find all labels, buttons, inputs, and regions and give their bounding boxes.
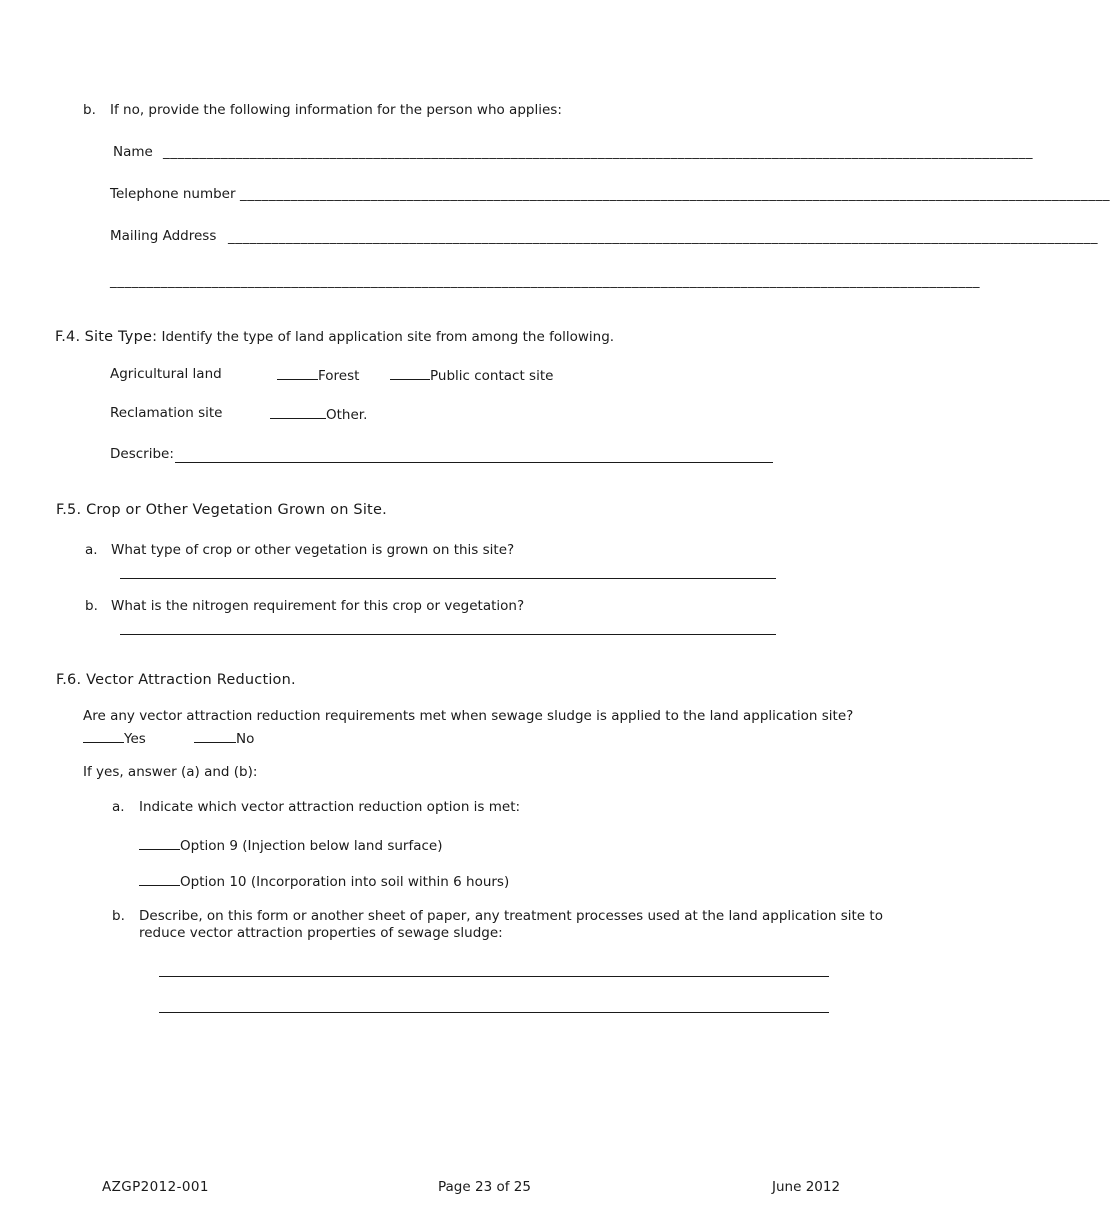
f4-heading: [55, 329, 614, 345]
f5b-label: b.: [85, 598, 98, 614]
option9-item[interactable]: [139, 836, 442, 854]
mailing-address-label: Mailing Address: [110, 228, 217, 244]
name-label: Name: [113, 144, 153, 160]
treatment-description-field-line1[interactable]: [159, 961, 829, 977]
mailing-address-field[interactable]: ________________________________________________________________________________________________________________________: [228, 229, 1098, 245]
public-contact-blank[interactable]: [390, 366, 430, 380]
yes-label: Yes: [124, 731, 146, 747]
f5-heading: [56, 502, 387, 518]
reclamation-site-label: Reclamation site: [110, 405, 223, 421]
f5b-question: What is the nitrogen requirement for this crop or vegetation?: [111, 598, 525, 614]
f6a-text: Indicate which vector attraction reduction option is met:: [139, 799, 521, 815]
mailing-address-field-line2[interactable]: ________________________________________________________________________________________________________________________: [110, 273, 980, 289]
forest-blank[interactable]: [277, 366, 318, 380]
other-blank[interactable]: [270, 405, 326, 419]
treatment-description-field-line2[interactable]: [159, 997, 829, 1013]
if-yes-text: If yes, answer (a) and (b):: [83, 764, 258, 780]
f3b-instruction: If no, provide the following information for the person who applies:: [110, 102, 562, 118]
f6b-text-line2: reduce vector attraction properties of sewage sludge:: [139, 925, 503, 941]
yes-blank[interactable]: [83, 729, 124, 743]
f6-heading-number: F.6.: [56, 672, 82, 688]
footer-date: June 2012: [772, 1179, 841, 1195]
f3b-label: b.: [83, 102, 96, 118]
forest-option[interactable]: [277, 366, 359, 384]
footer-page-number: Page 23 of 25: [438, 1179, 531, 1195]
public-contact-label: Public contact site: [430, 368, 554, 384]
f6-heading: [56, 672, 296, 688]
option10-blank[interactable]: [139, 872, 180, 886]
option10-label: Option 10 (Incorporation into soil within 6 hours): [180, 874, 510, 890]
f4-heading-number: F.4.: [55, 329, 81, 345]
option9-label: Option 9 (Injection below land surface): [180, 838, 443, 854]
no-option[interactable]: [194, 729, 254, 747]
f5-heading-title: Crop or Other Vegetation Grown on Site.: [86, 502, 387, 518]
agricultural-land-label: Agricultural land: [110, 366, 222, 382]
f6-heading-title: Vector Attraction Reduction.: [86, 672, 296, 688]
public-contact-option[interactable]: [390, 366, 553, 384]
f6b-label: b.: [112, 908, 125, 924]
describe-label: Describe:: [110, 446, 174, 462]
option9-blank[interactable]: [139, 836, 180, 850]
f5a-label: a.: [85, 542, 98, 558]
other-option[interactable]: [270, 405, 367, 423]
f4-heading-title: Site Type:: [84, 329, 158, 345]
footer-form-id: AZGP2012-001: [102, 1179, 209, 1195]
forest-label: Forest: [318, 368, 360, 384]
f6b-text-line1: Describe, on this form or another sheet of paper, any treatment processes used at the land application site to: [139, 908, 883, 924]
crop-type-field[interactable]: [120, 563, 776, 579]
option10-item[interactable]: [139, 872, 509, 890]
f6-question: Are any vector attraction reduction requirements met when sewage sludge is applied to the land application site?: [83, 708, 854, 724]
describe-field[interactable]: [175, 447, 773, 463]
no-label: No: [236, 731, 255, 747]
f5a-question: What type of crop or other vegetation is grown on this site?: [111, 542, 515, 558]
name-field[interactable]: ________________________________________________________________________________________________________________________: [163, 144, 1033, 160]
f4-heading-text: Identify the type of land application site from among the following.: [161, 329, 615, 345]
telephone-field[interactable]: ________________________________________________________________________________________________________________________: [240, 186, 1110, 202]
telephone-label: Telephone number: [110, 186, 236, 202]
yes-option[interactable]: [83, 729, 146, 747]
other-label: Other.: [326, 407, 368, 423]
f6a-label: a.: [112, 799, 125, 815]
nitrogen-requirement-field[interactable]: [120, 619, 776, 635]
f5-heading-number: F.5.: [56, 502, 82, 518]
no-blank[interactable]: [194, 729, 236, 743]
